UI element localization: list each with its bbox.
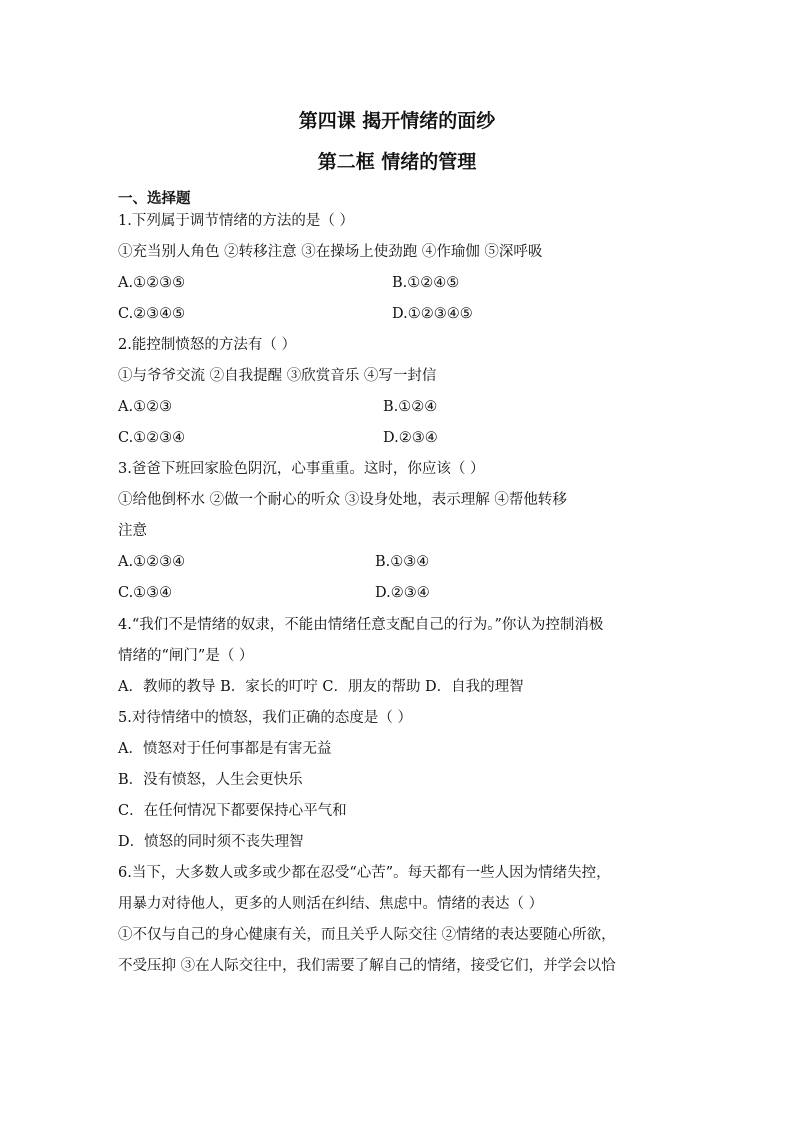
q1-option-d: D.①②③④⑤: [392, 306, 473, 322]
q2-items: ①与爷爷交流 ②自我提醒 ③欣赏音乐 ④写一封信: [118, 368, 437, 384]
q5-option-b: B．没有愤怒，人生会更快乐: [118, 772, 303, 788]
q3-option-c: C.①③④: [118, 585, 173, 601]
q5-stem: 5.对待情绪中的愤怒，我们正确的态度是（ ）: [118, 710, 412, 726]
q1-option-c: C.②③④⑤: [118, 306, 186, 322]
q3-items-line2: 注意: [118, 523, 147, 539]
q2-option-a: A.①②③: [118, 399, 173, 415]
q1-items: ①充当别人角色 ②转移注意 ③在操场上使劲跑 ④作瑜伽 ⑤深呼吸: [118, 244, 543, 260]
q2-option-b: B.①②④: [383, 399, 438, 415]
q5-option-d: D．愤怒的同时须不丧失理智: [118, 834, 304, 850]
q5-option-a: A．愤怒对于任何事都是有害无益: [118, 741, 332, 757]
q6-items-line1: ①不仅与自己的身心健康有关，而且关乎人际交往 ②情绪的表达要随心所欲，: [118, 927, 616, 943]
q4-stem-line1: 4.“我们不是情绪的奴隶，不能由情绪任意支配自己的行为。”你认为控制消极: [118, 617, 604, 633]
q6-stem-line1: 6.当下，大多数人或多或少都在忍受“心苦”。每天都有一些人因为情绪失控，: [118, 865, 611, 881]
q1-option-b: B.①②④⑤: [392, 275, 460, 291]
section-heading: 一、选择题: [118, 191, 191, 207]
lesson-title: 第四课 揭开情绪的面纱: [298, 110, 496, 132]
q4-options: A．教师的教导 B．家长的叮咛 C．朋友的帮助 D．自我的理智: [118, 679, 524, 695]
q1-option-a: A.①②③⑤: [118, 275, 186, 291]
q1-stem: 1.下列属于调节情绪的方法的是（ ）: [118, 213, 354, 229]
q5-option-c: C．在任何情况下都要保持心平气和: [118, 803, 347, 819]
q2-option-d: D.②③④: [383, 430, 438, 446]
q6-items-line2: 不受压抑 ③在人际交往中，我们需要了解自己的情绪，接受它们，并学会以恰: [118, 958, 616, 974]
q6-stem-line2: 用暴力对待他人，更多的人则活在纠结、焦虑中。情绪的表达（ ）: [118, 896, 544, 912]
q4-stem-line2: 情绪的“闸门”是（ ）: [118, 648, 254, 664]
q3-option-a: A.①②③④: [118, 554, 186, 570]
section-subtitle: 第二框 情绪的管理: [317, 151, 477, 173]
q2-stem: 2.能控制愤怒的方法有（ ）: [118, 337, 296, 353]
q3-stem: 3.爸爸下班回家脸色阴沉，心事重重。这时，你应该（ ）: [118, 461, 485, 477]
q3-option-d: D.②③④: [375, 585, 430, 601]
q2-option-c: C.①②③④: [118, 430, 186, 446]
q3-option-b: B.①③④: [375, 554, 430, 570]
q3-items-line1: ①给他倒杯水 ②做一个耐心的听众 ③设身处地，表示理解 ④帮他转移: [118, 492, 567, 508]
